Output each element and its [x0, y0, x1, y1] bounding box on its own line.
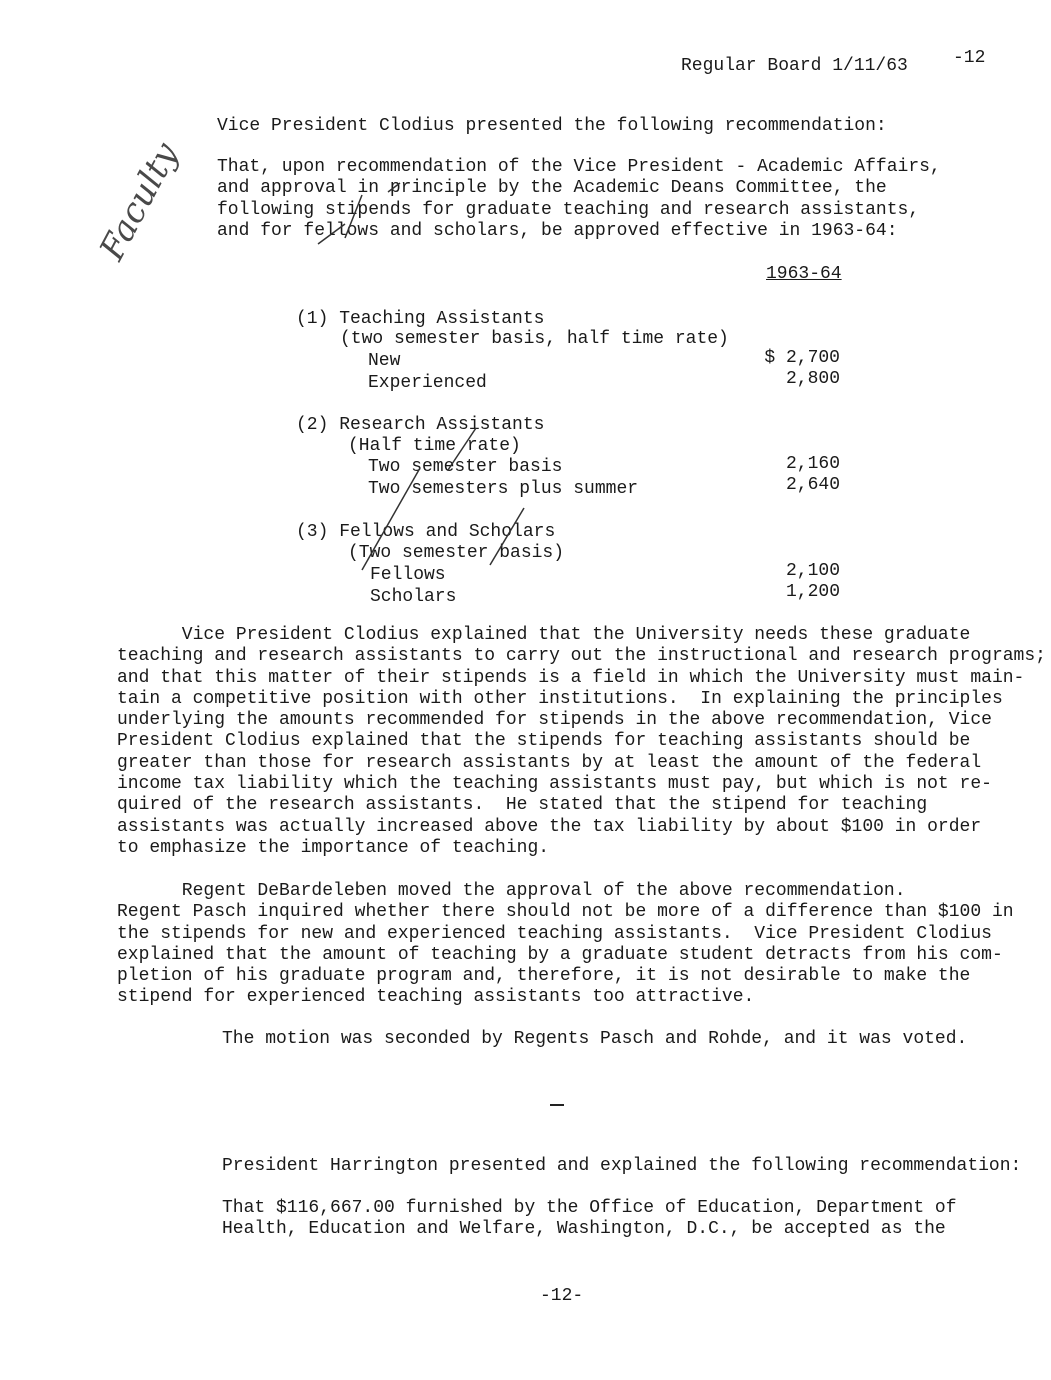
discussion-line: explained that the amount of teaching by a graduate student detracts from his com- — [117, 944, 1003, 965]
recommendation-line: That, upon recommendation of the Vice President - Academic Affairs, — [217, 157, 941, 177]
recommendation-line: and approval in principle by the Academic Deans Committee, the — [217, 178, 887, 199]
discussion-line: the stipends for new and experienced teaching assistants. Vice President Clodius — [117, 923, 992, 944]
next-recommendation-paragraph — [222, 1198, 957, 1241]
scholars-label: Scholars — [370, 587, 457, 607]
recommendation-line: and for fellows and scholars, be approved effective in 1963-64: — [217, 220, 898, 241]
fellows-label: Fellows — [370, 565, 446, 585]
research-two-amount: 2,160 — [785, 454, 840, 474]
fellows-amount: 2,100 — [785, 561, 840, 581]
explanation-line: President Clodius explained that the stipends for teaching assistants should be — [117, 731, 971, 752]
discussion-line: Regent Pasch inquired whether there should not be more of a difference than $100 in — [117, 902, 1014, 923]
research-title: (2) Research Assistants — [296, 415, 545, 435]
explanation-line: quired of the research assistants. He stated that the stipend for teaching — [117, 795, 928, 816]
teaching-new-amount: $ 2,700 — [764, 348, 840, 368]
discussion-line: pletion of his graduate program and, therefore, it is not desirable to make the — [117, 966, 971, 987]
discussion-line: Regent DeBardeleben moved the approval of the above recommendation. — [117, 881, 906, 901]
discussion-line: stipend for experienced teaching assistants too attractive. — [117, 987, 755, 1008]
research-summer-label: Two semesters plus summer — [368, 479, 639, 499]
explanation-line: underlying the amounts recommended for stipends in the above recommendation, Vice — [117, 710, 992, 731]
teaching-exp-label: Experienced — [368, 373, 487, 393]
section-separator-dash — [550, 1104, 564, 1106]
explanation-line: tain a competitive position with other institutions. In explaining the principles — [117, 688, 1003, 709]
explanation-line: greater than those for research assistants by at least the amount of the federal — [117, 752, 982, 773]
board-date: Regular Board 1/11/63 — [681, 56, 908, 76]
column-header-year: 1963-64 — [766, 264, 842, 284]
margin-handwritten-note: Faculty — [92, 136, 187, 267]
research-two-label: Two semester basis — [368, 457, 563, 477]
explanation-line: Vice President Clodius explained that the University needs these graduate — [117, 625, 971, 645]
teaching-sub: (two semester basis, half time rate) — [340, 329, 729, 349]
teaching-new-label: New — [368, 351, 401, 371]
research-sub: (Half time rate) — [348, 436, 521, 456]
explanation-line: assistants was actually increased above the tax liability by about $100 in order — [117, 816, 982, 837]
next-intro-line: President Harrington presented and explained the following recommendation: — [222, 1156, 1022, 1176]
scholars-amount: 1,200 — [785, 582, 840, 602]
next-recommendation-line: Health, Education and Welfare, Washington, D.C., be accepted as the — [222, 1219, 946, 1240]
teaching-title: (1) Teaching Assistants — [296, 309, 545, 329]
explanation-line: to emphasize the importance of teaching. — [117, 837, 550, 858]
explanation-line: income tax liability which the teaching assistants must pay, but which is not re- — [117, 774, 992, 795]
explanation-paragraph — [117, 625, 1046, 859]
footer-page-number: -12- — [540, 1286, 584, 1306]
page-reference: -12 — [953, 48, 986, 68]
explanation-line: and that this matter of their stipends is a field in which the University must main- — [117, 667, 1025, 688]
recommendation-line: following stipends for graduate teaching and research assistants, — [217, 199, 920, 220]
explanation-line: teaching and research assistants to carry out the instructional and research programs; — [117, 646, 1046, 667]
discussion-paragraph — [117, 881, 1014, 1009]
teaching-exp-amount: 2,800 — [785, 369, 840, 389]
intro-line: Vice President Clodius presented the following recommendation: — [217, 116, 887, 136]
fellows-title: (3) Fellows and Scholars — [296, 522, 556, 542]
research-summer-amount: 2,640 — [785, 475, 840, 495]
fellows-sub: (Two semester basis) — [348, 543, 565, 563]
next-recommendation-line: That $116,667.00 furnished by the Office of Education, Department of — [222, 1198, 957, 1218]
motion-line: The motion was seconded by Regents Pasch and Rohde, and it was voted. — [222, 1029, 968, 1049]
